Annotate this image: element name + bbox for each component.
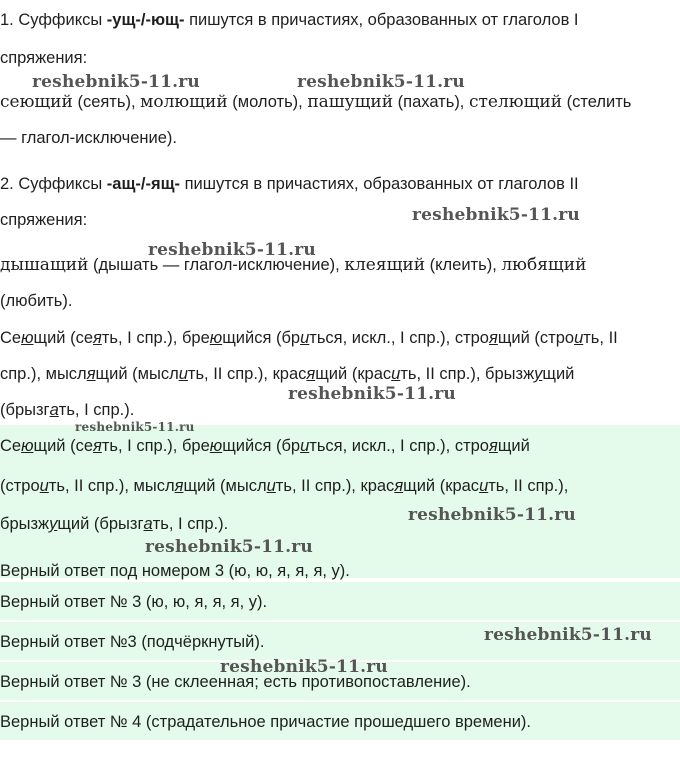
p2-line2: спряжения: [0,211,88,229]
p2-examples-line1: дышащий (дышать — глагол-исключение), клеящий (клеить), любящий [0,255,587,275]
watermark: reshebnik5-11.ru [408,505,576,525]
green-line2: (строить, II спр.), мыслящий (мыслить, II спр.), красящий (красить, II спр.), [0,477,569,495]
watermark: reshebnik5-11.ru [75,420,195,434]
p1-line1: 1. Суффиксы -ущ-/-ющ- пишутся в причастиях, образованных от глаголов I [0,11,579,29]
watermark: reshebnik5-11.ru [484,625,652,645]
answer-4: Верный ответ № 3 (не склеенная; есть противопоставление). [0,673,471,691]
watermark: reshebnik5-11.ru [145,537,313,557]
answer-2: Верный ответ № 3 (ю, ю, я, я, я, у). [0,593,268,611]
p3-line2: спр.), мыслящий (мыслить, II спр.), красящий (красить, II спр.), брызжущий [0,365,575,383]
p3-line1: Сеющий (сеять, I спр.), бреющийся (бриться, искл., I спр.), строящий (строить, II [0,329,618,347]
p2-examples-line2: (любить). [0,292,73,310]
answer-5: Верный ответ № 4 (страдательное причастие прошедшего времени). [0,713,531,731]
green-line1: Сеющий (сеять, I спр.), бреющийся (бриться, искл., I спр.), строящий [0,437,530,455]
answer-1: Верный ответ под номером 3 (ю, ю, я, я, я, у). [0,562,350,580]
watermark: reshebnik5-11.ru [148,240,316,260]
watermark: reshebnik5-11.ru [32,72,200,92]
p3-line3: (брызгать, I спр.). [0,401,135,419]
p1-examples-line2: — глагол-исключение). [0,129,178,147]
p1-line2: спряжения: [0,49,88,67]
answer-row [0,700,680,740]
answer-row [0,580,680,620]
green-line3: брызжущий (брызгать, I спр.). [0,515,229,533]
p1-examples-line1: сеющий (сеять), молющий (молоть), пашущий (пахать), стелющий (стелить [0,92,632,112]
watermark: reshebnik5-11.ru [220,657,388,677]
p2-line1: 2. Суффиксы -ащ-/-ящ- пишутся в причастиях, образованных от глаголов II [0,175,579,193]
watermark: reshebnik5-11.ru [288,384,456,404]
watermark: reshebnik5-11.ru [297,72,465,92]
answer-3: Верный ответ №3 (подчёркнутый). [0,633,265,651]
watermark: reshebnik5-11.ru [412,205,580,225]
